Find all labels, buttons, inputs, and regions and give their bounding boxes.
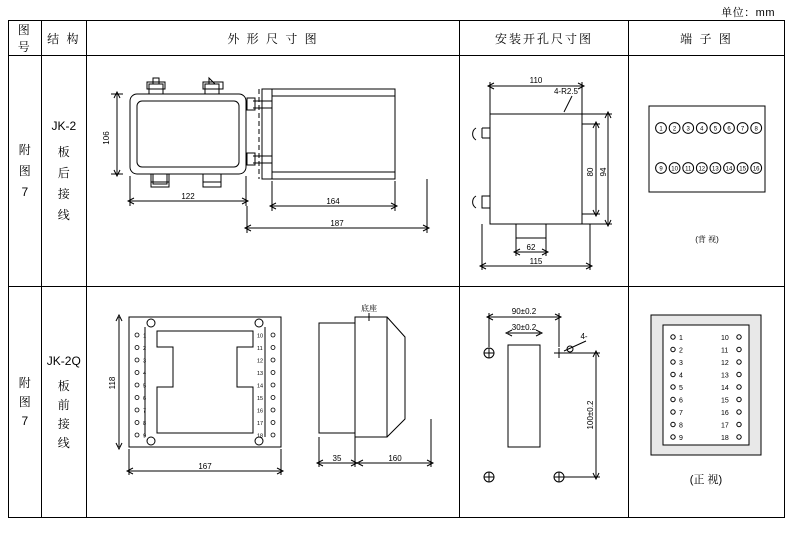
row2-structure-cell: [41, 287, 86, 518]
header-terminal: 端 子 图: [628, 21, 784, 56]
unit-note: 单位：mm: [721, 7, 775, 19]
row2-structure-desc: 板前接线: [57, 379, 70, 450]
row1-mount-dim-110: 110: [529, 76, 543, 85]
row1-outline-drawing: [87, 56, 459, 286]
row2-dim-118: 118: [107, 376, 117, 390]
row1-mount-dim-r: 4-R2.5: [553, 87, 578, 96]
outline-terminal-number: 3: [142, 358, 147, 365]
terminal-number: 10: [720, 335, 729, 342]
terminal-number: 5: [678, 385, 683, 392]
terminal-number: 8: [678, 422, 683, 430]
row1-structure-desc: 板后接线: [57, 145, 70, 222]
outline-terminal-number: 2: [142, 346, 147, 352]
row1-terminal-drawing: [629, 56, 784, 286]
header-mounting: 安装开孔尺寸图: [459, 21, 628, 56]
terminal-number: 16: [752, 166, 760, 173]
terminal-number: 14: [720, 385, 729, 392]
row1-mount-dim-80: 80: [585, 167, 595, 177]
outline-terminal-number: 5: [142, 383, 147, 390]
outline-terminal-number: 14: [256, 383, 264, 390]
outline-terminal-number: 16: [256, 408, 264, 415]
row1-dim-187: 187: [330, 219, 344, 228]
terminal-number: 1: [678, 335, 683, 342]
outline-terminal-number: 10: [256, 333, 264, 340]
terminal-number: 11: [685, 166, 692, 173]
row2-terminal-drawing: [629, 287, 784, 517]
row2-mount-cell: [459, 287, 628, 518]
outline-terminal-number: 8: [142, 421, 147, 427]
terminal-number: 3: [686, 126, 690, 133]
outline-terminal-number: 6: [142, 396, 147, 402]
table-row: [9, 287, 785, 518]
row1-terminal-view-label: (背 视): [695, 235, 719, 244]
outline-terminal-number: 9: [142, 433, 147, 440]
row1-fig-no-cell: [9, 56, 42, 287]
row1-model: JK-2: [51, 119, 77, 133]
terminal-number: 7: [678, 410, 683, 417]
terminal-number: 9: [659, 166, 663, 173]
terminal-number: 17: [720, 422, 729, 430]
outline-terminal-number: 18: [256, 433, 264, 440]
row1-mount-dim-94: 94: [598, 167, 608, 177]
row1-dim-122: 122: [181, 192, 195, 201]
dimension-table: [8, 20, 785, 518]
table-header-row: [9, 21, 785, 56]
terminal-number: 13: [720, 372, 729, 380]
terminal-number: 3: [678, 360, 683, 367]
terminal-number: 2: [672, 126, 677, 133]
terminal-number: 10: [671, 166, 678, 173]
row2-model: JK-2Q: [46, 354, 81, 368]
terminal-number: 8: [754, 126, 758, 133]
outline-terminal-number: 1: [142, 333, 147, 340]
terminal-number: 6: [727, 126, 731, 133]
outline-terminal-number: 7: [142, 408, 147, 415]
row1-mount-dim-115: 115: [529, 257, 543, 266]
terminal-number: 5: [713, 126, 718, 133]
terminal-number: 16: [720, 410, 729, 417]
row2-mount-dim-30: 30±0.2: [511, 323, 537, 332]
terminal-number: 14: [725, 166, 733, 173]
row2-outline-cell: [86, 287, 459, 518]
row1-outline-cell: [86, 56, 459, 287]
terminal-number: 15: [720, 397, 729, 405]
terminal-number: 11: [720, 347, 729, 355]
outline-terminal-number: 11: [256, 346, 263, 352]
row1-fig-no: 附图7: [18, 142, 31, 199]
terminal-number: 4: [678, 372, 683, 380]
row2-terminal-view-label: (正 视): [689, 474, 723, 486]
terminal-number: 13: [712, 166, 719, 173]
header-fig-no: 图 号: [9, 21, 42, 56]
row1-dim-164: 164: [326, 197, 340, 206]
outline-terminal-number: 12: [256, 358, 264, 365]
outline-terminal-number: 13: [256, 371, 264, 377]
row2-dim-167: 167: [198, 462, 212, 471]
row1-structure-cell: [41, 56, 86, 287]
outline-terminal-number: 15: [256, 396, 264, 402]
outline-terminal-number: 17: [256, 421, 264, 427]
row2-mount-dim-90: 90±0.2: [511, 307, 537, 316]
row2-dim-35: 35: [332, 454, 342, 463]
terminal-number: 4: [700, 126, 704, 133]
row1-dim-106: 106: [101, 131, 111, 145]
row2-terminal-cell: [628, 287, 784, 518]
terminal-number: 6: [678, 397, 683, 405]
terminal-number: 15: [739, 166, 746, 173]
terminal-number: 12: [698, 166, 706, 173]
terminal-number: 18: [720, 435, 729, 442]
row2-mounting-drawing: [460, 287, 628, 517]
row2-base-label: 底座: [360, 304, 377, 313]
row2-fig-no: 附图7: [18, 375, 31, 428]
terminal-number: 1: [659, 126, 663, 133]
row1-mount-dim-62: 62: [526, 243, 536, 252]
terminal-number: 2: [678, 347, 683, 355]
row2-outline-drawing: [87, 287, 459, 517]
outline-terminal-number: 4: [142, 371, 147, 377]
row2-mount-dim-100: 100±0.2: [585, 400, 595, 430]
header-outline: 外 形 尺 寸 图: [86, 21, 459, 56]
row2-mount-hole-note: 4-: [580, 332, 588, 341]
row1-mount-cell: [459, 56, 628, 287]
terminal-number: 9: [678, 435, 683, 442]
header-structure: 结 构: [41, 21, 86, 56]
terminal-number: 12: [720, 360, 729, 367]
row2-dim-160: 160: [388, 454, 402, 463]
table-row: [9, 56, 785, 287]
row1-terminal-cell: [628, 56, 784, 287]
row2-fig-no-cell: [9, 287, 42, 518]
row1-mounting-drawing: [460, 56, 628, 286]
terminal-number: 7: [740, 126, 745, 133]
